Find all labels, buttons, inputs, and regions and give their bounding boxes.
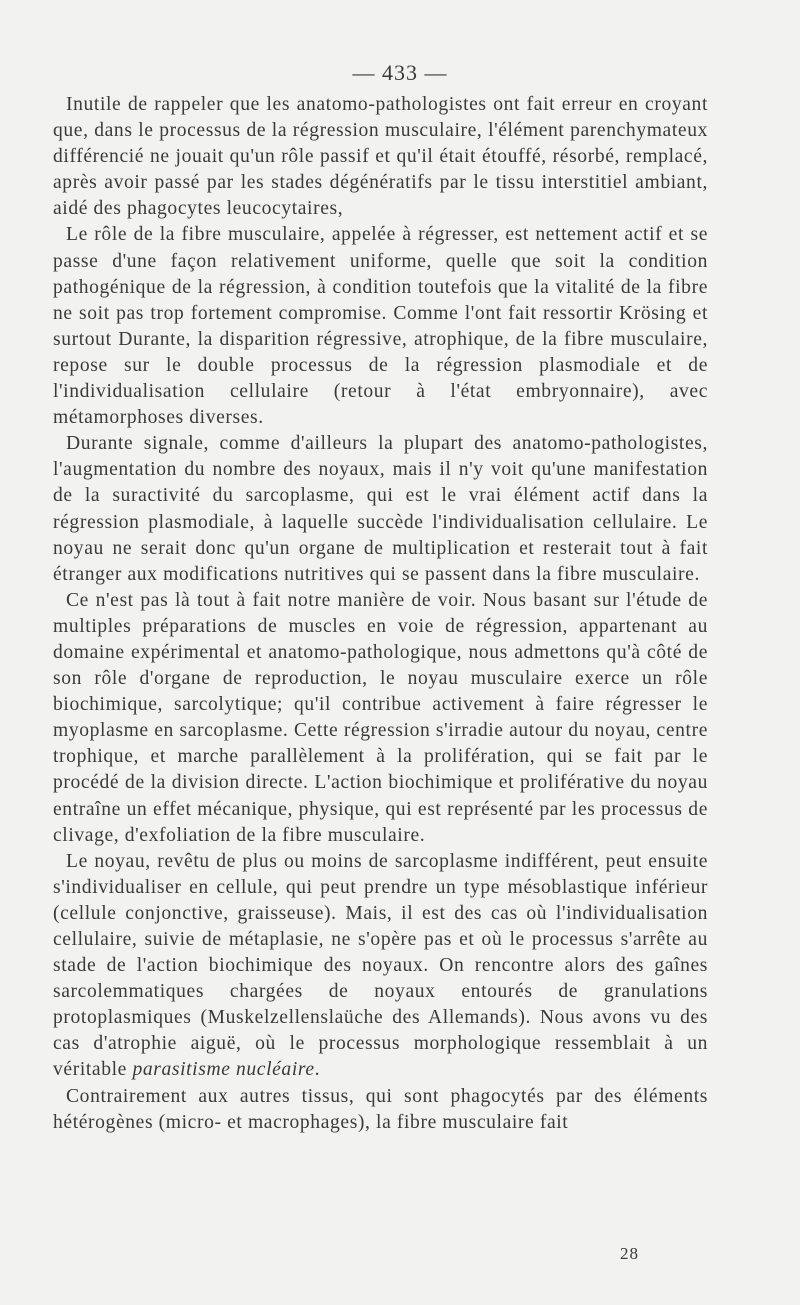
paragraph-6: Contrairement aux autres tissus, qui sont phagocytés par des éléments hétérogènes (micro- et macrophages), la fibre musculaire fait	[53, 1085, 708, 1133]
paragraph-5	[53, 849, 708, 1084]
paragraph-5-emphasis: parasitisme nucléaire	[132, 1059, 315, 1081]
signature-mark: 28	[620, 1244, 639, 1263]
paragraph-5-text: Le noyau, revêtu de plus ou moins de sarcoplasme indifférent, peut ensuite s'individualiser en cellule, qui peut prendre un type mésoblastique inférieur (cellule conjonctive, graisseuse). Mais, il est des cas où l'individualisation cellulaire, suivie de métaplasie, ne s'opère pas et où le processus s'arrête au stade de l'action biochimique des noyaux. On rencontre alors des gaînes sarcolemmatiques chargées de noyaux entourés de granulations protoplasmiques (Muskelzellenslaüche des Allemands). Nous avons vu des cas d'atrophie aiguë, où le processus morphologique ressemblait à un véritable	[53, 850, 708, 1081]
paragraph-3: Durante signale, comme d'ailleurs la plupart des anatomo-pathologistes, l'augmentation du nombre des noyaux, mais il n'y voit qu'une manifestation de la suractivité du sarcoplasme, qui est le vrai élément actif dans la régression plasmodiale, à laquelle succède l'individualisation cellulaire. Le noyau ne serait donc qu'un organe de multiplication et resterait tout à fait étranger aux modifications nutritives qui se passent dans la fibre musculaire.	[53, 433, 708, 585]
body-text	[53, 92, 708, 1136]
paragraph-4: Ce n'est pas là tout à fait notre manière de voir. Nous basant sur l'étude de multiples préparations de muscles en voie de régression, appartenant au domaine expérimental et anatomo-pathologique, nous admettons qu'à côté de son rôle d'organe de reproduction, le noyau musculaire exerce un rôle biochimique, sarcolytique; qu'il contribue activement à faire régresser le myoplasme en sarcoplasme. Cette régression s'irradie autour du noyau, centre trophique, et marche parallèlement à la prolifération, qui se fait par le procédé de la division directe. L'action biochimique et proliférative du noyau entraîne un effet mécanique, physique, qui est représenté par les processus de clivage, d'exfoliation de la fibre musculaire.	[53, 589, 708, 846]
paragraph-2: Le rôle de la fibre musculaire, appelée à régresser, est nettement actif et se passe d'une façon relativement uniforme, quelle que soit la condition pathogénique de la régression, à condition toutefois que la vitalité de la fibre ne soit pas trop fortement compromise. Comme l'ont fait ressortir Krösing et surtout Durante, la disparition régressive, atrophique, de la fibre musculaire, repose sur le double processus de la régression plasmodiale et de l'individualisation cellulaire (retour à l'état embryonnaire), avec métamorphoses diverses.	[53, 224, 708, 429]
paragraph-1: Inutile de rappeler que les anatomo-pathologistes ont fait erreur en croyant que, dans le processus de la régression musculaire, l'élément parenchymateux différencié ne jouait qu'un rôle passif et qu'il était étouffé, résorbé, remplacé, après avoir passé par les stades dégénératifs par le tissu interstitiel ambiant, aidé des phagocytes leucocytaires,	[53, 94, 708, 220]
paragraph-5-tail: .	[314, 1059, 321, 1081]
page-number: — 433 —	[352, 60, 448, 85]
